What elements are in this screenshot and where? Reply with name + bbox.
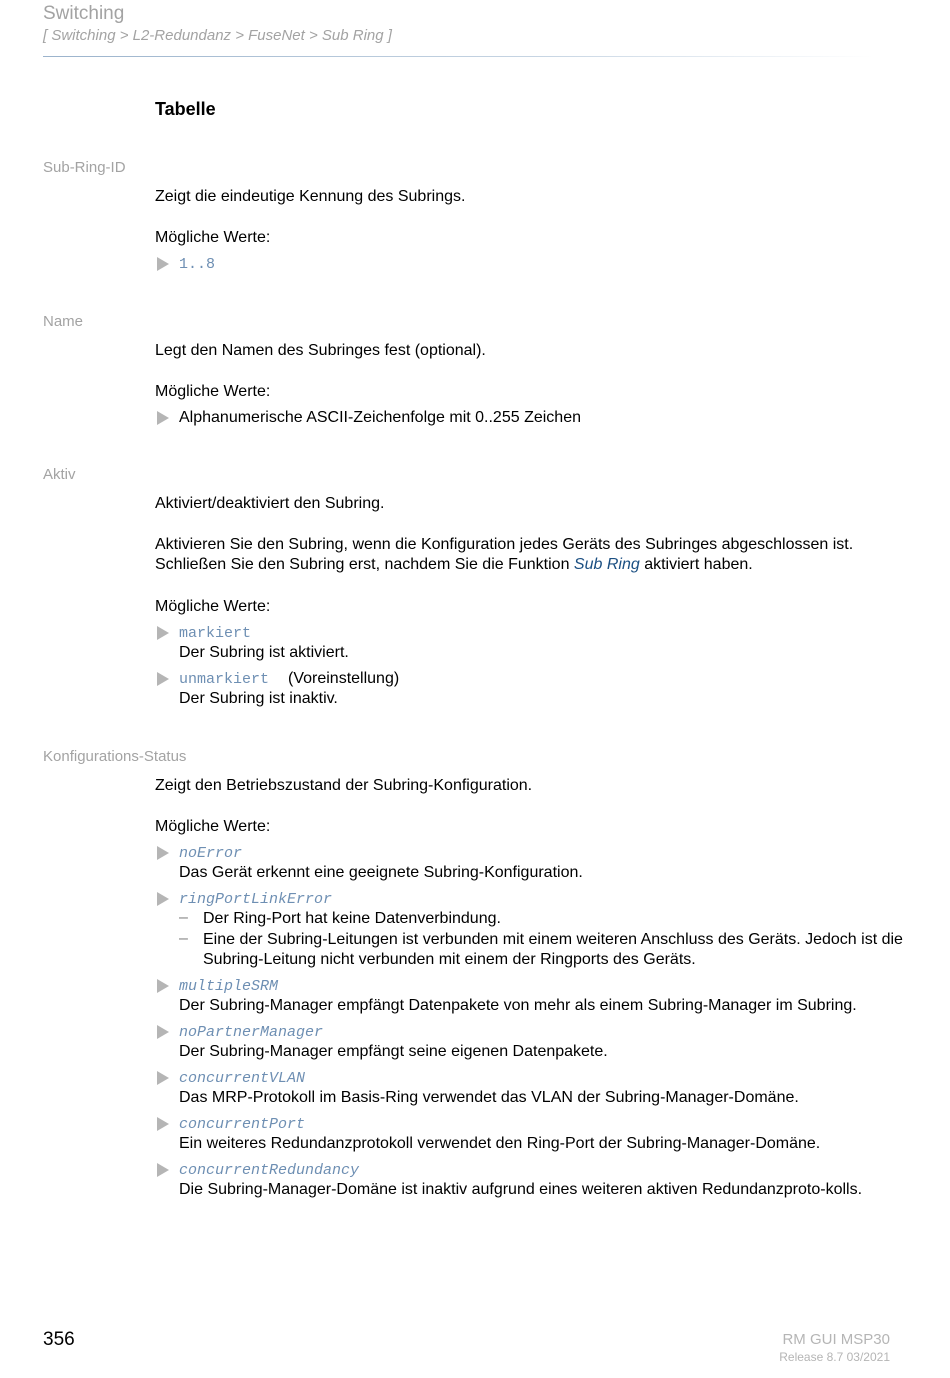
value-code: concurrentPort (179, 1116, 306, 1133)
value-code: ringPortLinkError (179, 891, 333, 908)
value-description: Die Subring-Manager-Domäne ist inaktiv aufgrund eines weiteren aktiven Redundanzproto-kolls. (179, 1181, 863, 1198)
value-text: Alphanumerische ASCII-Zeichenfolge mit 0..255 Zeichen (179, 409, 581, 426)
default-note: (Voreinstellung) (288, 670, 400, 687)
possible-values-label: Mögliche Werte: (155, 818, 271, 835)
param-description: Aktiviert/deaktiviert den Subring. (155, 495, 385, 512)
param-description: Zeigt die eindeutige Kennung des Subrings. (155, 188, 466, 205)
possible-values-label: Mögliche Werte: (155, 598, 271, 615)
sub-ring-link[interactable]: Sub Ring (573, 556, 640, 573)
value-description: Der Subring-Manager empfängt Datenpakete von mehr als einem Subring-Manager im Subring. (179, 997, 857, 1014)
dash-marker: – (179, 930, 188, 947)
bullet-arrow-icon (157, 1071, 169, 1085)
possible-values-label: Mögliche Werte: (155, 229, 271, 246)
bullet-arrow-icon (157, 257, 169, 271)
section-heading: Tabelle (155, 99, 216, 119)
value-code: noPartnerManager (179, 1024, 324, 1041)
value-description: Das Gerät erkennt eine geeignete Subring-Konfiguration. (179, 864, 583, 881)
param-label-name: Name (43, 313, 84, 330)
value-description: Der Subring ist inaktiv. (179, 690, 338, 707)
bullet-arrow-icon (157, 846, 169, 860)
value-description: Ein weiteres Redundanzprotokoll verwendet den Ring-Port der Subring-Manager-Domäne. (179, 1135, 821, 1152)
param-description: Legt den Namen des Subringes fest (optional). (155, 342, 486, 359)
bullet-arrow-icon (157, 1025, 169, 1039)
value-description: Der Subring-Manager empfängt seine eigenen Datenpakete. (179, 1043, 608, 1060)
possible-values-label: Mögliche Werte: (155, 383, 271, 400)
bullet-arrow-icon (157, 1117, 169, 1131)
bullet-arrow-icon (157, 1163, 169, 1177)
value-description: Das MRP-Protokoll im Basis-Ring verwendet das VLAN der Subring-Manager-Domäne. (179, 1089, 799, 1106)
chapter-title: Switching (43, 3, 125, 24)
value-subdescription: Eine der Subring-Leitungen ist verbunden mit einem weiteren Anschluss des Geräts. Jedoch ist die Subring-Leitung nicht verbunden mit einem der Ringports des Geräts. (203, 931, 903, 968)
value-code: noError (179, 845, 243, 862)
dash-marker: – (179, 909, 188, 926)
header-divider (43, 56, 873, 57)
bullet-arrow-icon (157, 979, 169, 993)
note-text-end: aktiviert haben. (644, 556, 753, 573)
bullet-arrow-icon (157, 411, 169, 425)
value-code: concurrentVLAN (179, 1070, 306, 1087)
param-description: Zeigt den Betriebszustand der Subring-Konfiguration. (155, 777, 533, 794)
param-label-subring-id: Sub-Ring-ID (43, 159, 126, 176)
release-info: Release 8.7 03/2021 (779, 1350, 890, 1364)
value-code: multipleSRM (179, 978, 279, 995)
param-label-konfigurations-status: Konfigurations-Status (43, 748, 187, 765)
value-description: Der Subring ist aktiviert. (179, 644, 349, 661)
breadcrumb: [ Switching > L2-Redundanz > FuseNet > Sub Ring ] (43, 27, 392, 44)
param-note (155, 535, 905, 575)
value-subdescription: Der Ring-Port hat keine Datenverbindung. (203, 910, 501, 927)
value-code: 1..8 (179, 256, 216, 273)
bullet-arrow-icon (157, 892, 169, 906)
value-code: concurrentRedundancy (179, 1162, 360, 1179)
bullet-arrow-icon (157, 626, 169, 640)
page-number: 356 (43, 1329, 75, 1350)
document-name: RM GUI MSP30 (782, 1331, 890, 1348)
value-code: unmarkiert (179, 671, 270, 688)
bullet-arrow-icon (157, 672, 169, 686)
note-text: Aktivieren Sie den Subring, wenn die Konfiguration jedes Geräts des Subringes abgeschlossen ist. Schließen Sie den Subring erst, nachdem Sie die Funktion (155, 536, 854, 573)
param-label-aktiv: Aktiv (43, 466, 76, 483)
value-code: markiert (179, 625, 252, 642)
